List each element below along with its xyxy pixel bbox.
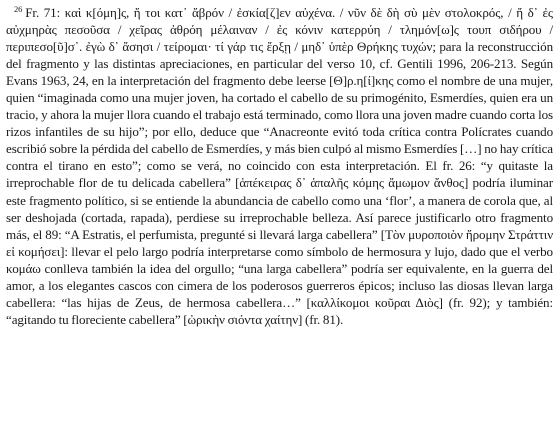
footnote-paragraph — [6, 4, 553, 328]
footnote-text: Fr. 71: καὶ κ[όμη]ς, ἤ τοι κατ᾽ ἄβρόν / ἐσκία[ζ]εν αὐχένα. / νῦν δὲ δὴ σὺ μὲν στολοκρός, / ἤ δ᾽ ἐς αὐχμηρὰς πεσοῦσα / χεῖρας ἀθρόη μέλαιναν / ἐς κόνιν κατερρύη / τλημόν[ω]ς τουπ σιδήρου / περιπεσο[ῦ]σ᾽. ἐγὼ δ᾽ ἄσησι / τείρομαι· τί γάρ τις ἔρξῃ / μηδ᾽ ὑπὲρ Θρήκης τυχών; para la reconstrucción del fragmento y las distintas apreciaciones, en particular del verso 10, cf. Gentili 1996, 206-213. Según Evans 1963, 24, en la interpretación del fragmento debe leerse [Θ]ρ.η[ί]κης como el nombre de una mujer, quien “imaginada como una mujer joven, ha cortado el cabello de su primogénito, Esmerdíes, quien era un tracio, y ahora la mujer llora cuando el trabajo está terminado, como llora una joven madre cuando corta los rizos infantiles de su hijo”; por ello, deduce que “Anacreonte evitó toda crítica contra Polícrates cuando escribió sobre la pérdida del cabello de Esmerdíes, y más bien culpó al mismo Esmerdíes […] no hay crítica contra el tirano en esto”; como se verá, no coincido con esta interpretación. El fr. 26: “y quitaste la irreprochable flor de tu delicada cabellera” [ἀπέκειρας δ᾽ ἁπαλῆς κόμης ἄμωμον ἄνθος] podría iluminar este fragmento político, si se entiende la abundancia de cabello como una ‘flor’, a manera de corola que, al ser deshojada (cortada, rapada), perdiese su irreprochable belleza. Así parece justificarlo otro fragmento más, el 89: “A Estratis, el perfumista, pregunté si llevará larga cabellera” [Τὸν μυροποιὸν ἤρομην Στράττιν εἰ κομήσει]: llevar el pelo largo podría interpretarse como símbolo de hermosura y lujo, dado que el verbo κομάω conlleva también la idea del orgullo; “una larga cabellera” podría ser equivalente, en la guerra del amor, a los elegantes cascos con cimera de los poderosos guerreros épicos; incluso las diosas llevan larga cabellera: “las hijas de Zeus, de hermosa cabellera…” [καλλίκομοι κοῦραι Διὸς] (fr. 92); y también: “agitando tu floreciente cabellera” [ὠρικὴν σιόντα χαίτην] (fr. 81). — [6, 5, 553, 327]
footnote-number: 26 — [14, 4, 23, 14]
